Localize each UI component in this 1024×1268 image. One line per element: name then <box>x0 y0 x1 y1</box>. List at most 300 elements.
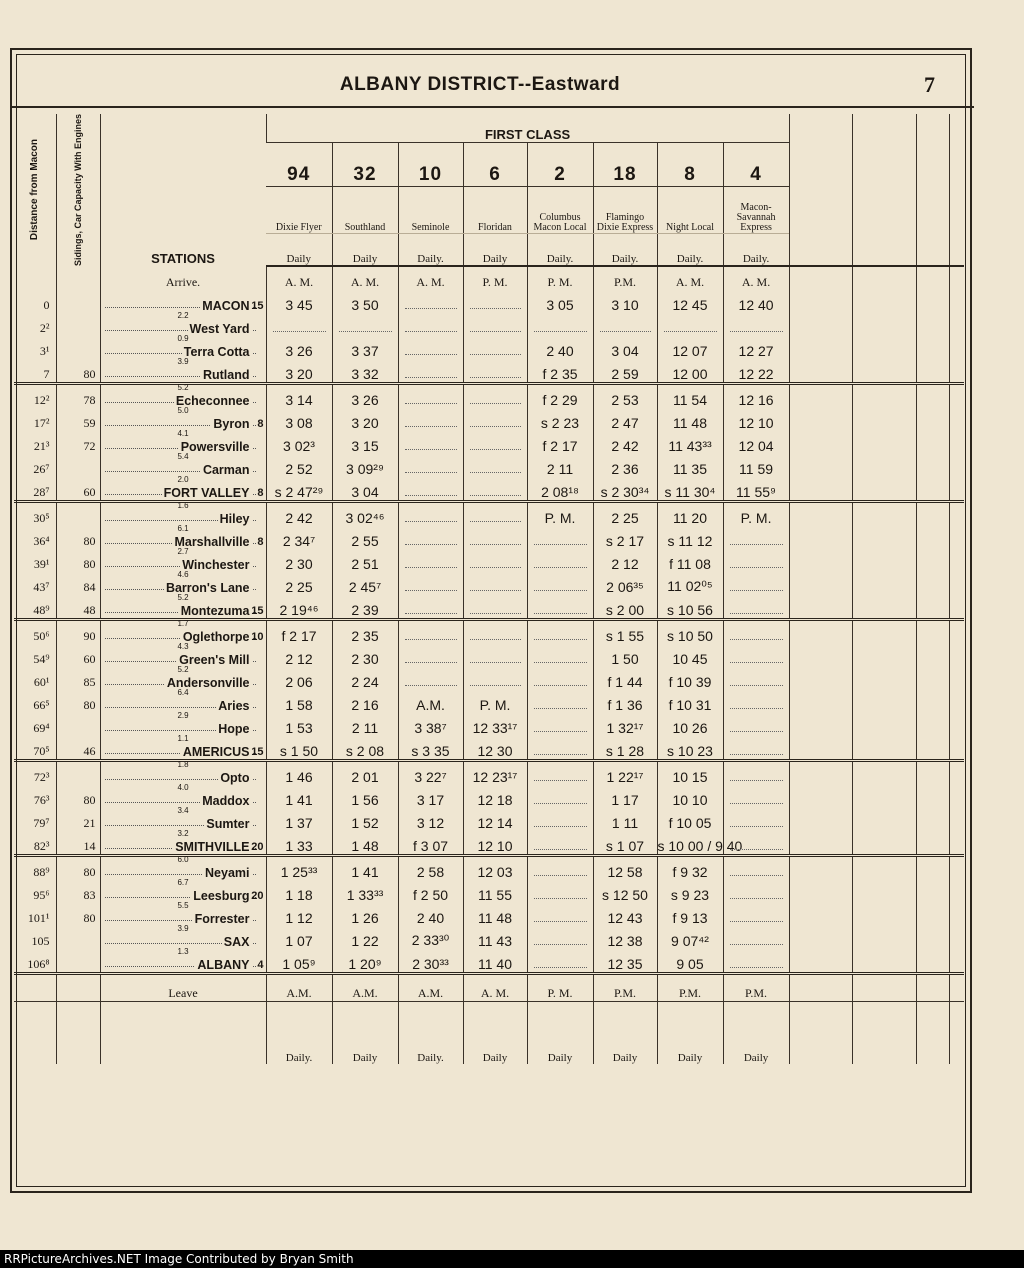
train-number: 18 <box>593 142 657 186</box>
schedule-time: 1 32¹⁷ <box>593 713 657 736</box>
blank-leader <box>600 330 651 332</box>
arrive-meridiem: P. M. <box>463 266 527 290</box>
station-name-cell <box>100 383 266 408</box>
siding-capacity: 83 <box>56 880 100 903</box>
schedule-time <box>463 619 527 644</box>
blank-leader <box>534 730 587 732</box>
blank-cell <box>949 713 964 736</box>
blank-cell <box>789 736 852 761</box>
station-distance: 88⁹ <box>33 864 50 879</box>
schedule-time: 3 45 <box>266 290 332 313</box>
blank-cell <box>852 408 916 431</box>
train-frequency: Daily. <box>657 233 723 266</box>
schedule-time: 2 40 <box>398 903 463 926</box>
schedule-time <box>398 359 463 384</box>
arrive-label: Arrive. <box>100 266 266 290</box>
schedule-time: 3 20 <box>266 359 332 384</box>
schedule-time: 2 36 <box>593 454 657 477</box>
blank-cell <box>949 949 964 974</box>
schedule-time: s 3 35 <box>398 736 463 761</box>
siding-capacity: 14 <box>56 831 100 856</box>
schedule-time <box>266 313 332 336</box>
blank-cell <box>949 855 964 880</box>
segment-mileage: 5.5 <box>177 900 189 910</box>
blank-leader <box>534 661 587 663</box>
blank-cell <box>916 454 949 477</box>
blank-leader <box>534 897 587 899</box>
schedule-time: 10 45 <box>657 644 723 667</box>
schedule-time: 1 20⁹ <box>332 949 398 974</box>
blank-cell <box>852 880 916 903</box>
schedule-time: 12 10 <box>723 408 789 431</box>
blank-leader <box>534 966 587 968</box>
station-name-cell <box>100 733 266 761</box>
schedule-time: 11 43³³ <box>657 431 723 454</box>
siding-capacity: 78 <box>56 383 100 408</box>
blank-leader <box>405 471 457 473</box>
schedule-time: 3 10 <box>593 290 657 313</box>
schedule-time <box>463 336 527 359</box>
blank-cell <box>916 383 949 408</box>
segment-mileage: 5.2 <box>177 592 189 602</box>
schedule-time: 1 37 <box>266 808 332 831</box>
blank-cell <box>916 549 949 572</box>
schedule-time: 3 22⁷ <box>398 760 463 785</box>
station-distance: 17² <box>33 415 50 430</box>
blank-leader <box>534 943 587 945</box>
blank-cell <box>789 595 852 620</box>
train-name: Floridan <box>463 186 527 233</box>
blank-cell <box>852 926 916 949</box>
schedule-time <box>463 313 527 336</box>
schedule-time <box>332 313 398 336</box>
station-row <box>14 313 964 336</box>
schedule-time: 1 26 <box>332 903 398 926</box>
schedule-time: 1 07 <box>266 926 332 949</box>
blank-leader <box>534 753 587 755</box>
leave-meridiem: P.M. <box>723 973 789 1001</box>
footer-frequency: Daily <box>463 1001 527 1064</box>
blank-cell <box>852 290 916 313</box>
blank-cell <box>789 926 852 949</box>
schedule-time <box>398 383 463 408</box>
station-name-cell <box>100 546 266 572</box>
schedule-time: 1 22 <box>332 926 398 949</box>
blank-cell <box>852 266 916 290</box>
blank-cell <box>852 785 916 808</box>
schedule-time: 12 00 <box>657 359 723 384</box>
station-distance: 28⁷ <box>14 477 56 502</box>
page-title: ALBANY DISTRICT--Eastward <box>339 74 621 95</box>
arrive-meridiem: A. M. <box>723 266 789 290</box>
blank-cell <box>949 526 964 549</box>
blank-cell <box>852 949 916 974</box>
arrive-meridiem: P. M. <box>527 266 593 290</box>
schedule-time: f 1 44 <box>593 667 657 690</box>
blank-cell <box>949 760 964 785</box>
siding-capacity <box>56 949 100 974</box>
blank-cell <box>949 903 964 926</box>
schedule-time: f 9 13 <box>657 903 723 926</box>
blank-cell <box>949 644 964 667</box>
blank-cell <box>949 501 964 526</box>
blank-cell <box>916 477 949 502</box>
blank-cell <box>789 667 852 690</box>
schedule-time: A.M. <box>398 690 463 713</box>
segment-mileage: 6.0 <box>177 854 189 864</box>
blank-leader <box>405 661 457 663</box>
train-name: Dixie Flyer <box>266 186 332 233</box>
leave-label: Leave <box>100 973 266 1001</box>
schedule-time: 2 53 <box>593 383 657 408</box>
blank-cell <box>949 290 964 313</box>
station-row <box>14 383 964 408</box>
blank-leader <box>405 566 457 568</box>
schedule-time <box>398 313 463 336</box>
train-frequency: Daily. <box>527 233 593 266</box>
schedule-time: 11 55 <box>463 880 527 903</box>
station-name-cell <box>100 569 266 595</box>
station-distance: 76³ <box>33 792 50 807</box>
blank-column <box>852 114 916 266</box>
blank-cell <box>949 359 964 384</box>
blank-cell <box>852 359 916 384</box>
schedule-time <box>463 477 527 502</box>
train-frequency: Daily. <box>723 233 789 266</box>
schedule-time: s 11 30⁴ <box>657 477 723 502</box>
blank-cell <box>14 266 56 290</box>
schedule-time: s 2 17 <box>593 526 657 549</box>
blank-leader <box>470 307 521 309</box>
blank-leader <box>534 802 587 804</box>
schedule-time: 2 01 <box>332 760 398 785</box>
schedule-time: 2 55 <box>332 526 398 549</box>
segment-mileage: 5.0 <box>177 405 189 415</box>
blank-cell <box>916 431 949 454</box>
blank-cell <box>789 619 852 644</box>
blank-leader <box>470 353 521 355</box>
schedule-time <box>723 855 789 880</box>
blank-cell <box>852 808 916 831</box>
schedule-time: 12 35 <box>593 949 657 974</box>
schedule-time: 1 53 <box>266 713 332 736</box>
segment-mileage: 2.0 <box>177 474 189 484</box>
blank-cell <box>14 1001 56 1064</box>
schedule-time <box>527 831 593 856</box>
station-name-cell <box>100 405 266 431</box>
segment-mileage: 3.9 <box>177 923 189 933</box>
segment-mileage: 4.0 <box>177 782 189 792</box>
schedule-time: f 3 07 <box>398 831 463 856</box>
blank-cell <box>949 667 964 690</box>
schedule-time: 2 16 <box>332 690 398 713</box>
arrive-meridiem: A. M. <box>332 266 398 290</box>
train-frequency: Daily <box>463 233 527 266</box>
station-row <box>14 880 964 903</box>
station-track-capacity: 8 <box>257 486 264 499</box>
segment-mileage: 5.4 <box>177 451 189 461</box>
station-track-capacity: 8 <box>257 535 264 548</box>
blank-leader <box>534 566 587 568</box>
station-name: AMERICUS <box>182 744 250 759</box>
train-frequency: Daily <box>266 233 332 266</box>
schedule-time: 2 25 <box>266 572 332 595</box>
blank-leader <box>470 638 521 640</box>
schedule-time <box>527 526 593 549</box>
blank-cell <box>789 644 852 667</box>
schedule-time: 11 48 <box>657 408 723 431</box>
arrive-meridiem: A. M. <box>398 266 463 290</box>
station-row <box>14 572 964 595</box>
blank-cell <box>949 619 964 644</box>
blank-leader <box>470 402 521 404</box>
blank-cell <box>916 736 949 761</box>
blank-leader <box>730 730 783 732</box>
schedule-time: 2 42 <box>266 501 332 526</box>
siding-capacity: 80 <box>56 549 100 572</box>
blank-cell <box>949 477 964 502</box>
station-row <box>14 408 964 431</box>
schedule-time <box>723 760 789 785</box>
schedule-time: 2 08¹⁸ <box>527 477 593 502</box>
blank-leader <box>470 376 521 378</box>
blank-cell <box>789 336 852 359</box>
page-number: 7 <box>924 72 935 97</box>
blank-leader <box>534 825 587 827</box>
schedule-time: 3 15 <box>332 431 398 454</box>
schedule-time: 12 58 <box>593 855 657 880</box>
schedule-time <box>527 619 593 644</box>
station-name-cell <box>100 474 266 502</box>
blank-cell <box>949 572 964 595</box>
blank-leader <box>534 589 587 591</box>
siding-capacity <box>56 501 100 526</box>
blank-cell <box>852 736 916 761</box>
schedule-time: s 10 00 / 9 40 <box>657 831 723 856</box>
schedule-time: 1 50 <box>593 644 657 667</box>
schedule-time: 2 34⁷ <box>266 526 332 549</box>
blank-cell <box>789 477 852 502</box>
stations-header: STATIONS <box>100 114 266 266</box>
blank-cell <box>916 690 949 713</box>
station-distance: 66⁵ <box>33 697 50 712</box>
schedule-time: 1 52 <box>332 808 398 831</box>
blank-cell <box>789 549 852 572</box>
footer-frequency: Daily <box>723 1001 789 1064</box>
blank-cell <box>916 266 949 290</box>
station-distance: 69⁴ <box>33 720 50 735</box>
blank-leader <box>470 566 521 568</box>
blank-leader <box>405 402 457 404</box>
blank-leader <box>405 638 457 640</box>
siding-capacity <box>56 713 100 736</box>
schedule-time: f 10 39 <box>657 667 723 690</box>
station-row <box>14 477 964 502</box>
siding-capacity: 46 <box>56 736 100 761</box>
station-name-cell <box>100 923 266 949</box>
blank-cell <box>789 1001 852 1064</box>
segment-mileage: 2.2 <box>177 310 189 320</box>
station-row <box>14 336 964 359</box>
siding-capacity <box>56 336 100 359</box>
blank-leader <box>730 638 783 640</box>
schedule-time <box>463 290 527 313</box>
schedule-time: 12 10 <box>463 831 527 856</box>
schedule-time: 1 18 <box>266 880 332 903</box>
schedule-time <box>527 949 593 974</box>
blank-cell <box>949 595 964 620</box>
arrive-meridiem: P.M. <box>593 266 657 290</box>
station-name: ALBANY <box>197 957 250 972</box>
blank-cell <box>789 713 852 736</box>
blank-leader <box>730 966 783 968</box>
footer-frequency: Daily <box>657 1001 723 1064</box>
schedule-time <box>527 926 593 949</box>
blank-leader <box>534 779 587 781</box>
blank-cell <box>916 949 949 974</box>
blank-cell <box>789 949 852 974</box>
schedule-time: 2 19⁴⁶ <box>266 595 332 620</box>
blank-cell <box>949 808 964 831</box>
blank-cell <box>949 431 964 454</box>
station-distance: 60¹ <box>33 674 50 689</box>
leave-meridiem: A.M. <box>398 973 463 1001</box>
blank-cell <box>916 1001 949 1064</box>
blank-leader <box>534 330 587 332</box>
schedule-time <box>527 313 593 336</box>
train-number: 2 <box>527 142 593 186</box>
leave-row <box>14 973 964 1001</box>
schedule-time <box>723 808 789 831</box>
schedule-time: 10 26 <box>657 713 723 736</box>
station-distance: 3¹ <box>39 343 50 358</box>
blank-leader <box>405 684 457 686</box>
schedule-time: 12 14 <box>463 808 527 831</box>
schedule-time: 12 27 <box>723 336 789 359</box>
segment-mileage: 6.7 <box>177 877 189 887</box>
schedule-time: 1 11 <box>593 808 657 831</box>
schedule-time: s 9 23 <box>657 880 723 903</box>
blank-cell <box>949 408 964 431</box>
schedule-time <box>527 855 593 880</box>
leave-meridiem: P. M. <box>527 973 593 1001</box>
schedule-time <box>527 549 593 572</box>
siding-capacity: 72 <box>56 431 100 454</box>
schedule-time <box>527 880 593 903</box>
blank-cell <box>852 903 916 926</box>
blank-cell <box>789 855 852 880</box>
blank-cell <box>789 454 852 477</box>
schedule-time: 12 40 <box>723 290 789 313</box>
station-row <box>14 855 964 880</box>
blank-leader <box>730 612 783 614</box>
siding-capacity: 80 <box>56 785 100 808</box>
schedule-time <box>527 736 593 761</box>
blank-cell <box>14 973 56 1001</box>
blank-cell <box>916 831 949 856</box>
blank-cell <box>852 973 916 1001</box>
station-track-capacity: 15 <box>251 745 264 758</box>
blank-leader <box>534 638 587 640</box>
train-name: Seminole <box>398 186 463 233</box>
segment-mileage: 6.1 <box>177 523 189 533</box>
train-name: Macon-Savannah Express <box>723 186 789 233</box>
station-name-cell <box>100 946 266 974</box>
station-name-cell <box>100 501 266 526</box>
schedule-time: 2 39 <box>332 595 398 620</box>
schedule-time: s 12 50 <box>593 880 657 903</box>
schedule-time: 12 43 <box>593 903 657 926</box>
station-name: SAX <box>223 934 250 949</box>
schedule-time: 3 04 <box>332 477 398 502</box>
blank-cell <box>949 690 964 713</box>
station-row <box>14 501 964 526</box>
station-row <box>14 690 964 713</box>
schedule-time: f 11 08 <box>657 549 723 572</box>
segment-mileage: 3.4 <box>177 805 189 815</box>
schedule-time: 3 04 <box>593 336 657 359</box>
station-name: Maddox <box>202 793 250 808</box>
siding-capacity <box>56 926 100 949</box>
schedule-time <box>398 526 463 549</box>
siding-capacity: 80 <box>56 903 100 926</box>
blank-leader <box>405 589 457 591</box>
station-distance: 12² <box>33 392 50 407</box>
blank-cell <box>916 572 949 595</box>
blank-cell <box>789 408 852 431</box>
blank-cell <box>852 760 916 785</box>
siding-capacity: 85 <box>56 667 100 690</box>
station-name: Carman <box>202 462 250 477</box>
blank-cell <box>916 903 949 926</box>
schedule-time: s 2 23 <box>527 408 593 431</box>
schedule-time: 1 33³³ <box>332 880 398 903</box>
blank-cell <box>852 572 916 595</box>
schedule-time: P. M. <box>527 501 593 526</box>
timetable <box>14 114 964 1064</box>
schedule-time: 1 17 <box>593 785 657 808</box>
schedule-time: 1 33 <box>266 831 332 856</box>
schedule-time: 3 37 <box>332 336 398 359</box>
station-name: Leesburg <box>193 888 250 903</box>
blank-leader <box>534 874 587 876</box>
blank-cell <box>789 266 852 290</box>
schedule-time: 3 38⁷ <box>398 713 463 736</box>
blank-cell <box>949 926 964 949</box>
blank-cell <box>916 526 949 549</box>
schedule-time: s 2 47²⁹ <box>266 477 332 502</box>
blank-cell <box>949 831 964 856</box>
schedule-time: 9 05 <box>657 949 723 974</box>
leave-meridiem: A.M. <box>266 973 332 1001</box>
blank-cell <box>852 619 916 644</box>
schedule-time <box>398 408 463 431</box>
schedule-time <box>723 736 789 761</box>
station-name-cell <box>100 356 266 384</box>
blank-column <box>789 114 852 266</box>
schedule-time <box>723 926 789 949</box>
blank-leader <box>470 684 521 686</box>
station-name: Terra Cotta <box>183 344 250 359</box>
blank-cell <box>789 785 852 808</box>
schedule-time <box>463 408 527 431</box>
siding-capacity <box>56 313 100 336</box>
station-row <box>14 549 964 572</box>
schedule-time: s 10 50 <box>657 619 723 644</box>
schedule-time: s 2 08 <box>332 736 398 761</box>
blank-cell <box>916 667 949 690</box>
station-track-capacity: 20 <box>251 840 264 853</box>
